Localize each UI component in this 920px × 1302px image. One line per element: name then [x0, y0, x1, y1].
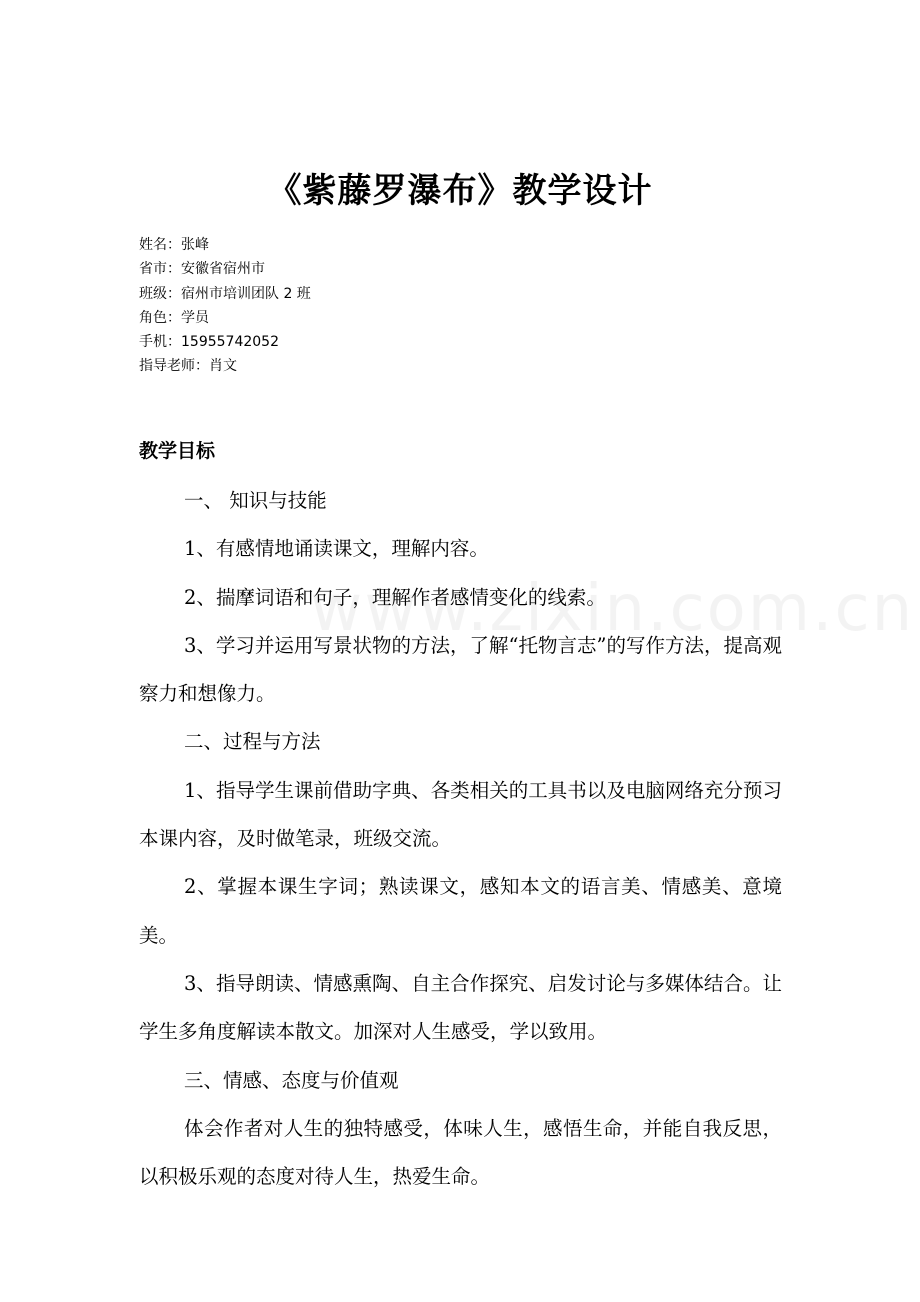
author-info-block [139, 233, 311, 379]
subheading-knowledge: 一、 知识与技能 [184, 489, 327, 512]
info-city: 省市：安徽省宿州市 [139, 261, 265, 278]
document-title: 《紫藤罗瀑布》教学设计 [267, 171, 653, 211]
paragraph: 2、掌握本课生字词；熟读课文，感知本文的语言美、情感美、意境美。 [139, 875, 782, 947]
paragraph: 1、指导学生课前借助字典、各类相关的工具书以及电脑网络充分预习本课内容，及时做笔录，班级交流。 [139, 778, 782, 851]
info-teacher: 指导老师：肖文 [139, 358, 237, 375]
subheading-process: 二、过程与方法 [184, 730, 321, 754]
paragraph: 1、有感情地诵读课文，理解内容。 [184, 537, 489, 561]
paragraph: 3、指导朗读、情感熏陶、自主合作探究、启发讨论与多媒体结合。让学生多角度解读本散文。加深对人生感受，学以致用。 [139, 971, 782, 1044]
paragraph: 2、揣摩词语和句子，理解作者感情变化的线索。 [184, 585, 606, 609]
paragraph: 体会作者对人生的独特感受，体味人生，感悟生命，并能自我反思，以积极乐观的态度对待人生，热爱生命。 [139, 1116, 782, 1189]
info-role: 角色：学员 [139, 309, 209, 326]
section-heading: 教学目标 [139, 440, 216, 462]
body-text [139, 477, 782, 1201]
info-name: 姓名：张峰 [139, 237, 209, 253]
info-phone: 手机：15955742052 [139, 334, 279, 351]
subheading-values: 三、情感、态度与价值观 [184, 1068, 399, 1092]
info-class: 班级：宿州市培训团队 2 班 [139, 285, 311, 302]
paragraph: 3、学习并运用写景状物的方法，了解“托物言志”的写作方法，提高观察力和想像力。 [139, 633, 782, 706]
